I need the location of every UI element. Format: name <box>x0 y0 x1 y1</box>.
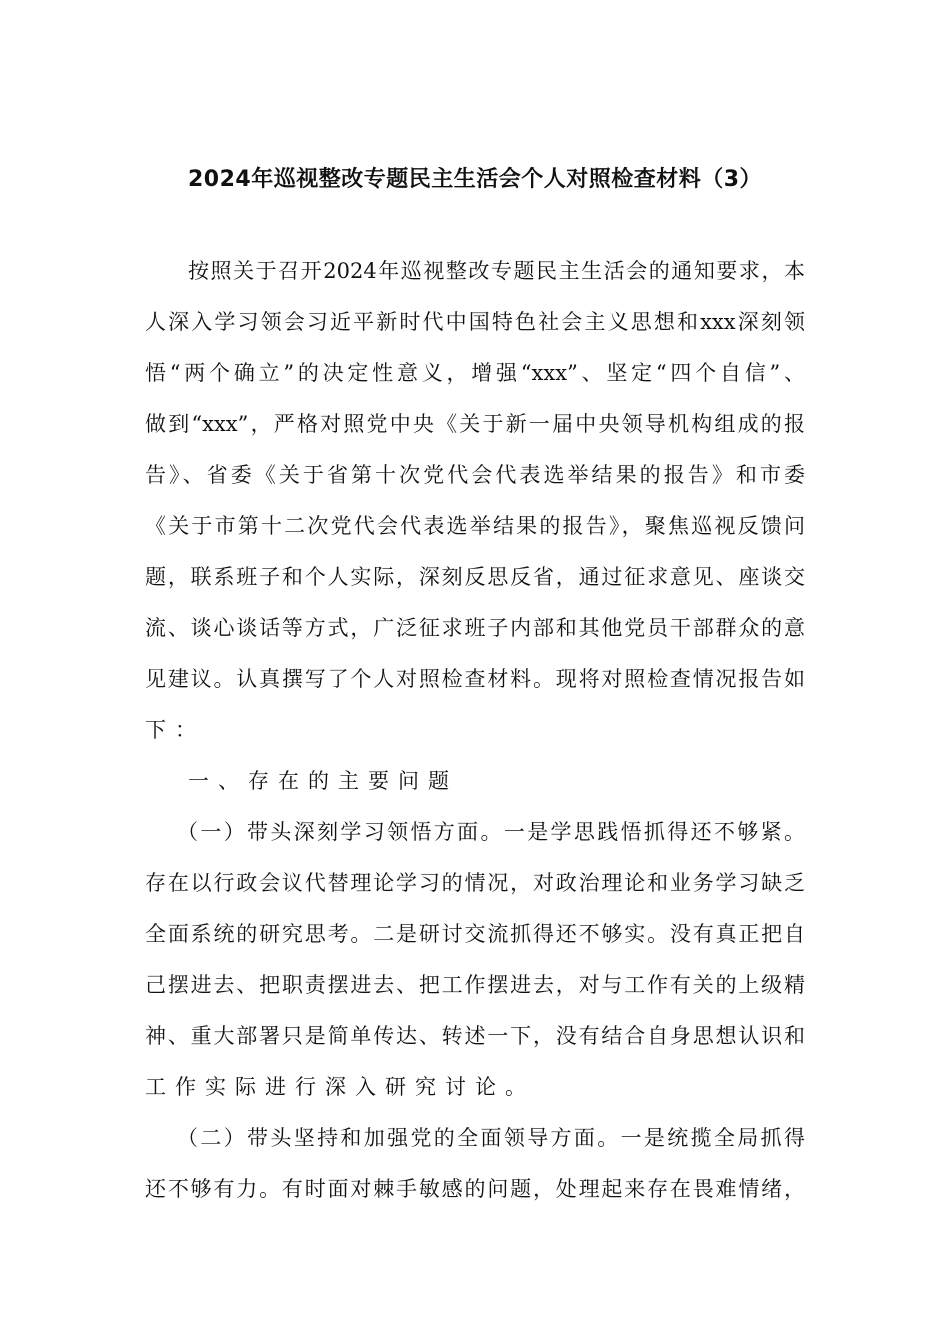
text-line: 悟“两个确立”的决定性意义，增强“xxx”、坚定“四个自信”、 <box>145 361 805 385</box>
text-line: 全面系统的研究思考。二是研讨交流抓得还不够实。没有真正把自 <box>145 922 805 946</box>
text-line: （二）带头坚持和加强党的全面领导方面。一是统揽全局抓得 <box>177 1126 805 1150</box>
intro-paragraph <box>145 246 805 756</box>
text-line: 流、谈心谈话等方式，广泛征求班子内部和其他党员干部群众的意 <box>145 616 805 640</box>
text-line: 题，联系班子和个人实际，深刻反思反省，通过征求意见、座谈交 <box>145 565 805 589</box>
document-title: 2024年巡视整改专题民主生活会个人对照检查材料（3） <box>187 167 763 192</box>
text-line: 人深入学习领会习近平新时代中国特色社会主义思想和xxx深刻领 <box>145 310 805 334</box>
text-line: 下： <box>145 718 205 742</box>
text-line: 告》、省委《关于省第十次党代会代表选举结果的报告》和市委 <box>145 463 805 487</box>
text-line: 神、重大部署只是简单传达、转述一下，没有结合自身思想认识和 <box>145 1024 805 1048</box>
section-heading: 一、存在的主要问题 <box>188 769 458 793</box>
text-line: 还不够有力。有时面对棘手敏感的问题，处理起来存在畏难情绪， <box>145 1177 805 1201</box>
document-body <box>145 246 805 1215</box>
text-line: 工作实际进行深入研究讨论。 <box>145 1075 535 1099</box>
text-line: 见建议。认真撰写了个人对照检查材料。现将对照检查情况报告如 <box>145 667 805 691</box>
text-line: 《关于市第十二次党代会代表选举结果的报告》，聚焦巡视反馈问 <box>145 514 805 538</box>
text-line: 己摆进去、把职责摆进去、把工作摆进去，对与工作有关的上级精 <box>145 973 805 997</box>
text-line: 存在以行政会议代替理论学习的情况，对政治理论和业务学习缺乏 <box>145 871 805 895</box>
text-line: （一）带头深刻学习领悟方面。一是学思践悟抓得还不够紧。 <box>177 820 805 844</box>
text-line: 做到“xxx”，严格对照党中央《关于新一届中央领导机构组成的报 <box>145 412 805 436</box>
problem-paragraph-2 <box>145 1113 805 1215</box>
text-line: 按照关于召开2024年巡视整改专题民主生活会的通知要求，本 <box>188 259 805 283</box>
problem-paragraph-1 <box>145 807 805 1113</box>
